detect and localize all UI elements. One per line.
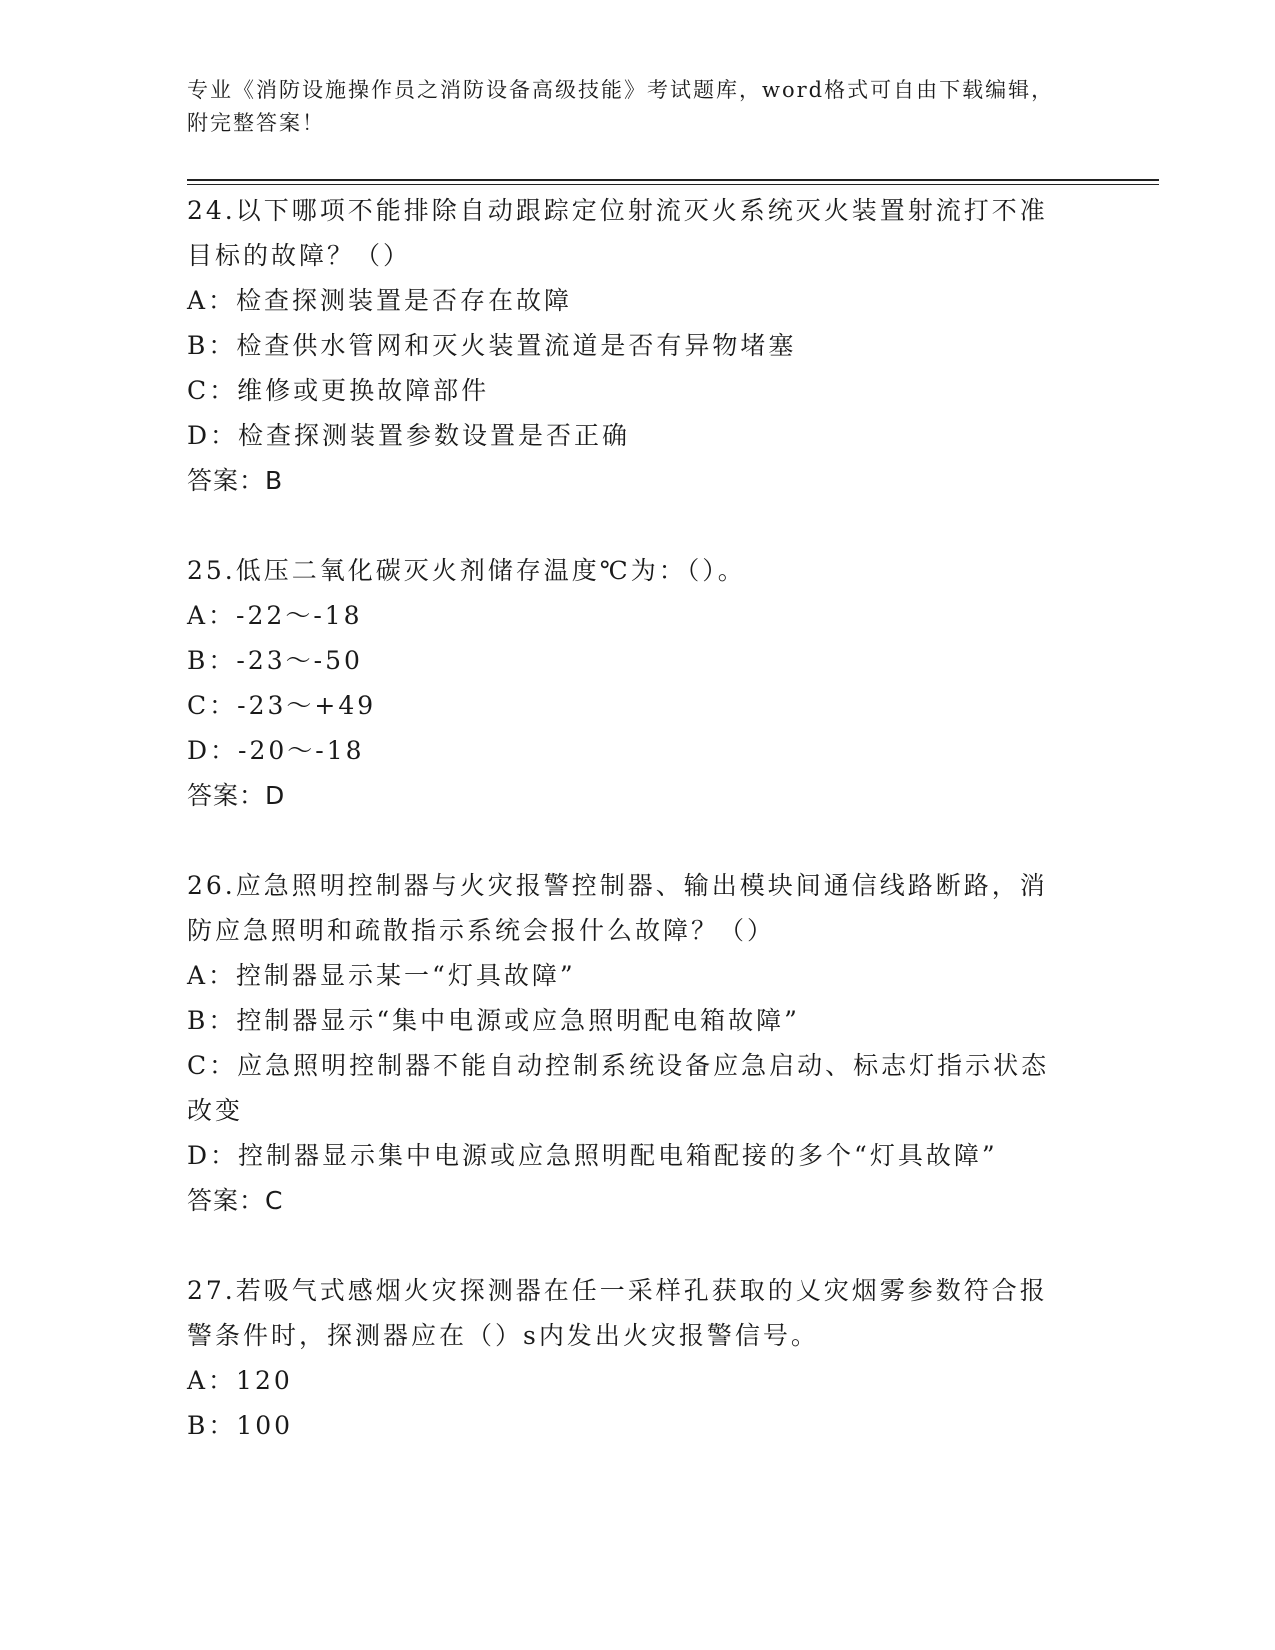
option-b: B：100 [187,1411,294,1440]
answer: 答案：C [187,1186,284,1215]
question-26 [187,863,1087,1223]
question-text: 27.若吸气式感烟火灾探测器在任一采样孔获取的乂灾烟雾参数符合报警条件时，探测器应在（）s内发出火灾报警信号。 [187,1276,1048,1350]
option-c: C：应急照明控制器不能自动控制系统设备应急启动、标志灯指示状态改变 [187,1051,1050,1125]
question-25 [187,548,1087,818]
option-b: B：控制器显示“集中电源或应急照明配电箱故障” [187,1006,800,1035]
question-text: 26.应急照明控制器与火灾报警控制器、输出模块间通信线路断路，消防应急照明和疏散指示系统会报什么故障？（） [187,871,1048,945]
option-c: C：维修或更换故障部件 [187,376,490,405]
answer: 答案：B [187,466,284,495]
question-text: 24.以下哪项不能排除自动跟踪定位射流灭火系统灭火装置射流打不准目标的故障？（） [187,196,1048,270]
option-a: A：检查探测装置是否存在故障 [187,286,573,315]
option-b: B：检查供水管网和灭火装置流道是否有异物堵塞 [187,331,797,360]
option-d: D：-20～-18 [187,736,365,765]
option-b: B：-23～-50 [187,646,363,675]
option-a: A：120 [187,1366,293,1395]
option-d: D：控制器显示集中电源或应急照明配电箱配接的多个“灯具故障” [187,1141,998,1170]
question-24 [187,188,1087,503]
answer: 答案：D [187,781,286,810]
option-a: A：-22～-18 [187,601,363,630]
header-rule-thick [187,179,1159,181]
question-text: 25.低压二氧化碳灭火剂储存温度℃为：（）。 [187,556,746,585]
option-c: C：-23～+49 [187,691,377,720]
question-list [187,188,1087,1493]
header-rule-thin [187,184,1159,185]
option-d: D：检查探测装置参数设置是否正确 [187,421,631,450]
option-a: A：控制器显示某一“灯具故障” [187,961,576,990]
document-header: 专业《消防设施操作员之消防设备高级技能》考试题库，word格式可自由下载编辑，附完整答案！ [187,78,1055,135]
question-27 [187,1268,1087,1448]
